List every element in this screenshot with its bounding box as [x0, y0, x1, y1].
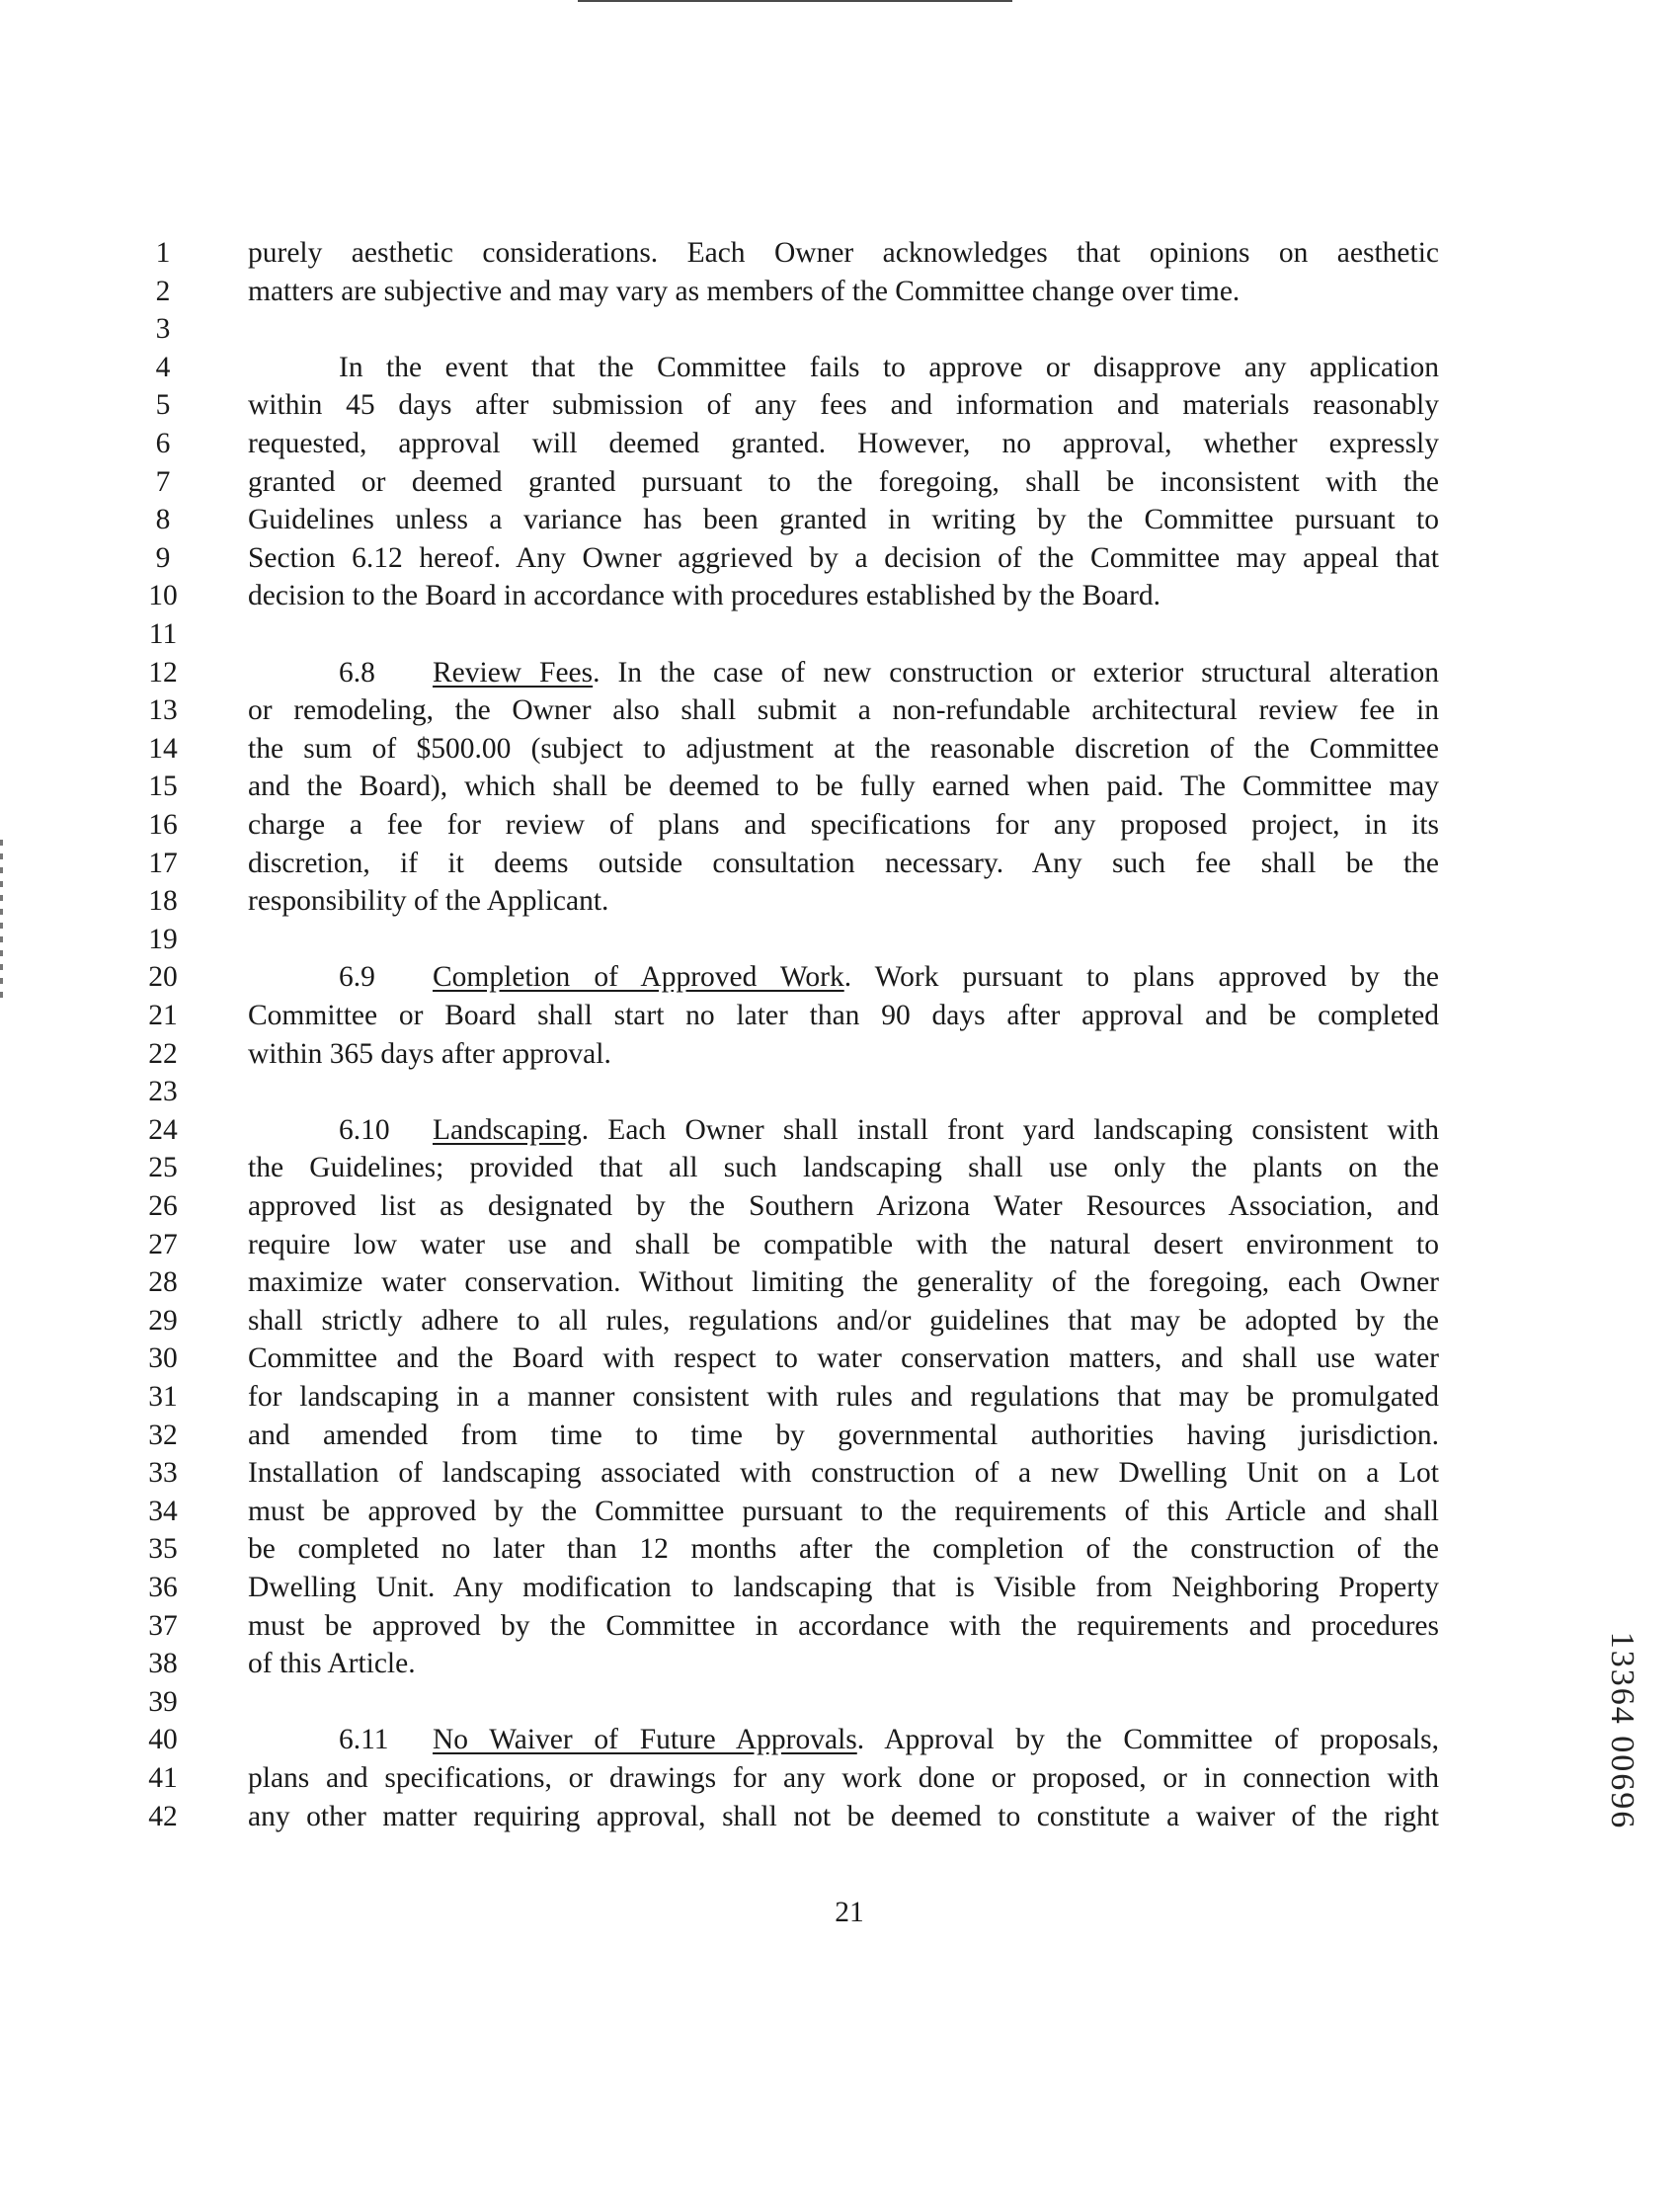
- text-run: and the Board), which shall be deemed to be fully earned when paid. The Committee may: [248, 771, 1439, 803]
- document-line: [0, 463, 1680, 501]
- line-number: 19: [148, 923, 178, 955]
- line-number: 30: [148, 1342, 178, 1375]
- text-run: within 365 days after approval.: [248, 1037, 611, 1070]
- line-number: 23: [148, 1076, 178, 1108]
- text-run: require low water use and shall be compatible with the natural desert environment to: [248, 1228, 1439, 1260]
- line-number: 8: [155, 504, 171, 536]
- line-number: 5: [155, 389, 171, 422]
- line-text: [248, 234, 1439, 272]
- line-text: [248, 386, 1439, 424]
- line-number: 36: [148, 1572, 178, 1603]
- document-line: [0, 1530, 1680, 1568]
- document-line: [0, 273, 1680, 310]
- line-text: [248, 1530, 1439, 1568]
- line-text: [248, 1035, 1439, 1073]
- recording-stamp-number: 13364 00696: [1604, 1631, 1640, 1830]
- text-run: decision to the Board in accordance with procedures established by the Board.: [248, 580, 1161, 612]
- text-run: . In the case of new construction or exterior structural alteration: [593, 656, 1439, 689]
- document-line: [0, 1721, 1680, 1758]
- text-run: . Work pursuant to plans approved by the: [843, 961, 1439, 994]
- line-text: [248, 806, 1439, 844]
- document-line: [0, 1263, 1680, 1301]
- line-text: [248, 882, 1439, 920]
- document-line: [0, 577, 1680, 614]
- text-run: . Approval by the Committee of proposals,: [856, 1724, 1439, 1756]
- line-text: [248, 1569, 1439, 1606]
- section-number: 6.8: [339, 656, 375, 689]
- document-line: [0, 654, 1680, 691]
- line-text: [248, 768, 1439, 805]
- text-run: within 45 days after submission of any fees and information and materials reasonably: [248, 389, 1439, 422]
- recording-stamp: [1592, 1592, 1651, 1869]
- line-number: 12: [148, 656, 178, 689]
- document-line: [0, 1417, 1680, 1454]
- line-number: 40: [148, 1724, 178, 1756]
- document-line: [0, 386, 1680, 424]
- line-text: [248, 273, 1439, 310]
- text-run: for landscaping in a manner consistent with rules and regulations that may be promulgated: [248, 1381, 1439, 1413]
- document-line: [0, 882, 1680, 920]
- text-run: maximize water conservation. Without limiting the generality of the foregoing, each Owner: [248, 1266, 1439, 1299]
- text-run: requested, approval will deemed granted. However, no approval, whether expressly: [248, 428, 1439, 459]
- line-number: 4: [155, 351, 171, 383]
- document-line: [0, 1569, 1680, 1606]
- document-line: [0, 1111, 1680, 1149]
- text-run: Committee or Board shall start no later than 90 days after approval and be completed: [248, 1000, 1439, 1031]
- text-run: the sum of $500.00 (subject to adjustment at the reasonable discretion of the Committee: [248, 732, 1439, 765]
- line-text: [248, 1378, 1439, 1416]
- document-line: [0, 997, 1680, 1034]
- line-number: 17: [148, 847, 178, 879]
- section-heading: Review Fees: [433, 656, 594, 689]
- line-number: 1: [155, 237, 171, 269]
- document-line: [0, 539, 1680, 577]
- line-text: [248, 1759, 1439, 1797]
- section-heading: Completion of Approved Work: [433, 961, 844, 994]
- document-line: [0, 691, 1680, 729]
- document-line: [0, 958, 1680, 996]
- line-text: [248, 1149, 1439, 1186]
- line-text: [248, 1263, 1439, 1301]
- line-number: 21: [148, 1000, 178, 1031]
- line-number: 42: [148, 1800, 178, 1832]
- text-run: must be approved by the Committee in accordance with the requirements and procedures: [248, 1609, 1439, 1642]
- document-line: [0, 1759, 1680, 1797]
- line-text: [248, 1645, 1439, 1682]
- line-number: 9: [155, 541, 171, 574]
- text-run: Installation of landscaping associated with construction of a new Dwelling Unit on a Lot: [248, 1457, 1439, 1490]
- line-number: 38: [148, 1648, 178, 1680]
- text-run: Committee and the Board with respect to water conservation matters, and shall use water: [248, 1342, 1439, 1375]
- document-line: [0, 1035, 1680, 1073]
- line-number: 7: [155, 465, 171, 498]
- line-number: 28: [148, 1266, 178, 1299]
- page-number: 21: [835, 1897, 864, 1928]
- line-number: 13: [148, 694, 178, 727]
- text-run: Guidelines unless a variance has been granted in writing by the Committee pursuant to: [248, 504, 1439, 536]
- line-number: 20: [148, 961, 178, 994]
- line-text: [248, 539, 1439, 577]
- line-number: 16: [148, 809, 178, 841]
- document-line: [0, 615, 1680, 653]
- text-run: be completed no later than 12 months after the completion of the construction of the: [248, 1533, 1439, 1566]
- line-text: [248, 1302, 1439, 1339]
- text-run: Dwelling Unit. Any modification to landscaping that is Visible from Neighboring Property: [248, 1572, 1439, 1603]
- line-number: 29: [148, 1304, 178, 1337]
- text-run: matters are subjective and may vary as members of the Committee change over time.: [248, 275, 1240, 307]
- line-number: 34: [148, 1495, 178, 1527]
- text-run: and amended from time to time by governmental authorities having jurisdiction.: [248, 1419, 1439, 1451]
- text-run: the Guidelines; provided that all such landscaping shall use only the plants on the: [248, 1152, 1439, 1184]
- line-number: 18: [148, 885, 178, 918]
- line-text: [248, 425, 1439, 462]
- section-number: 6.9: [339, 961, 375, 994]
- line-text: [248, 463, 1439, 501]
- line-number: 26: [148, 1190, 178, 1222]
- top-rule: [578, 0, 1012, 2]
- line-number: 10: [148, 580, 178, 612]
- document-line: [0, 1493, 1680, 1530]
- line-text: [248, 997, 1439, 1034]
- line-text: [248, 1607, 1439, 1645]
- document-line: [0, 349, 1680, 386]
- text-run: . Each Owner shall install front yard landscaping consistent with: [581, 1113, 1439, 1146]
- line-number: 24: [148, 1113, 178, 1146]
- line-number: 37: [148, 1609, 178, 1642]
- document-line: [0, 501, 1680, 538]
- line-text: [339, 349, 1439, 386]
- line-number: 6: [155, 428, 171, 459]
- line-text: [339, 654, 1439, 691]
- line-text: [248, 501, 1439, 538]
- line-text: [248, 1187, 1439, 1225]
- line-number: 11: [148, 618, 178, 650]
- document-line: [0, 1187, 1680, 1225]
- text-run: purely aesthetic considerations. Each Owner acknowledges that opinions on aesthetic: [248, 237, 1439, 269]
- line-number: 25: [148, 1152, 178, 1184]
- document-line: [0, 1302, 1680, 1339]
- line-text: [248, 1339, 1439, 1377]
- document-line: [0, 1798, 1680, 1835]
- text-run: discretion, if it deems outside consultation necessary. Any such fee shall be the: [248, 847, 1439, 879]
- text-run: must be approved by the Committee pursuant to the requirements of this Article and shall: [248, 1495, 1439, 1527]
- text-run: In the event that the Committee fails to approve or disapprove any application: [339, 351, 1439, 383]
- line-text: [248, 577, 1439, 614]
- document-line: [0, 310, 1680, 348]
- text-run: charge a fee for review of plans and specifications for any proposed project, in its: [248, 809, 1439, 841]
- document-line: [0, 768, 1680, 805]
- section-number: 6.10: [339, 1113, 390, 1146]
- document-line: [0, 1683, 1680, 1721]
- document-line: [0, 425, 1680, 462]
- document-line: [0, 1454, 1680, 1492]
- section-heading: Landscaping: [433, 1113, 582, 1146]
- document-line: [0, 1339, 1680, 1377]
- line-text: [248, 1493, 1439, 1530]
- line-text: [248, 1798, 1439, 1835]
- document-line: [0, 1645, 1680, 1682]
- document-line: [0, 730, 1680, 768]
- line-number: 39: [148, 1685, 178, 1718]
- line-number: 33: [148, 1457, 178, 1490]
- document-line: [0, 921, 1680, 958]
- line-text: [339, 958, 1439, 996]
- line-number: 22: [148, 1037, 178, 1070]
- line-number: 32: [148, 1419, 178, 1451]
- text-run: of this Article.: [248, 1648, 416, 1680]
- line-number: 27: [148, 1228, 178, 1260]
- document-line: [0, 1149, 1680, 1186]
- line-number: 2: [155, 275, 171, 307]
- line-text: [248, 691, 1439, 729]
- text-run: or remodeling, the Owner also shall submit a non-refundable architectural review fee in: [248, 694, 1439, 727]
- text-run: any other matter requiring approval, shall not be deemed to constitute a waiver of the right: [248, 1800, 1439, 1832]
- text-run: approved list as designated by the Southern Arizona Water Resources Association, and: [248, 1190, 1439, 1222]
- line-text: [248, 1417, 1439, 1454]
- document-line: [0, 845, 1680, 882]
- document-line: [0, 1073, 1680, 1110]
- line-text: [339, 1111, 1439, 1149]
- line-text: [248, 1226, 1439, 1263]
- text-run: Section 6.12 hereof. Any Owner aggrieved by a decision of the Committee may appeal that: [248, 541, 1439, 574]
- line-number: 14: [148, 732, 178, 765]
- document-line: [0, 1607, 1680, 1645]
- line-number: 15: [148, 771, 178, 803]
- text-run: responsibility of the Applicant.: [248, 885, 609, 918]
- section-heading: No Waiver of Future Approvals: [433, 1724, 857, 1756]
- line-number: 35: [148, 1533, 178, 1566]
- line-number: 31: [148, 1381, 178, 1413]
- line-number: 41: [148, 1762, 178, 1794]
- text-run: plans and specifications, or drawings for any work done or proposed, or in connection with: [248, 1762, 1439, 1794]
- line-text: [339, 1721, 1439, 1758]
- document-line: [0, 1378, 1680, 1416]
- section-number: 6.11: [339, 1724, 389, 1756]
- text-run: granted or deemed granted pursuant to the foregoing, shall be inconsistent with the: [248, 465, 1439, 498]
- line-text: [248, 730, 1439, 768]
- document-line: [0, 234, 1680, 272]
- line-text: [248, 845, 1439, 882]
- document-line: [0, 806, 1680, 844]
- line-text: [248, 1454, 1439, 1492]
- text-run: shall strictly adhere to all rules, regulations and/or guidelines that may be adopted by the: [248, 1304, 1439, 1337]
- document-line: [0, 1226, 1680, 1263]
- line-number: 3: [155, 313, 171, 346]
